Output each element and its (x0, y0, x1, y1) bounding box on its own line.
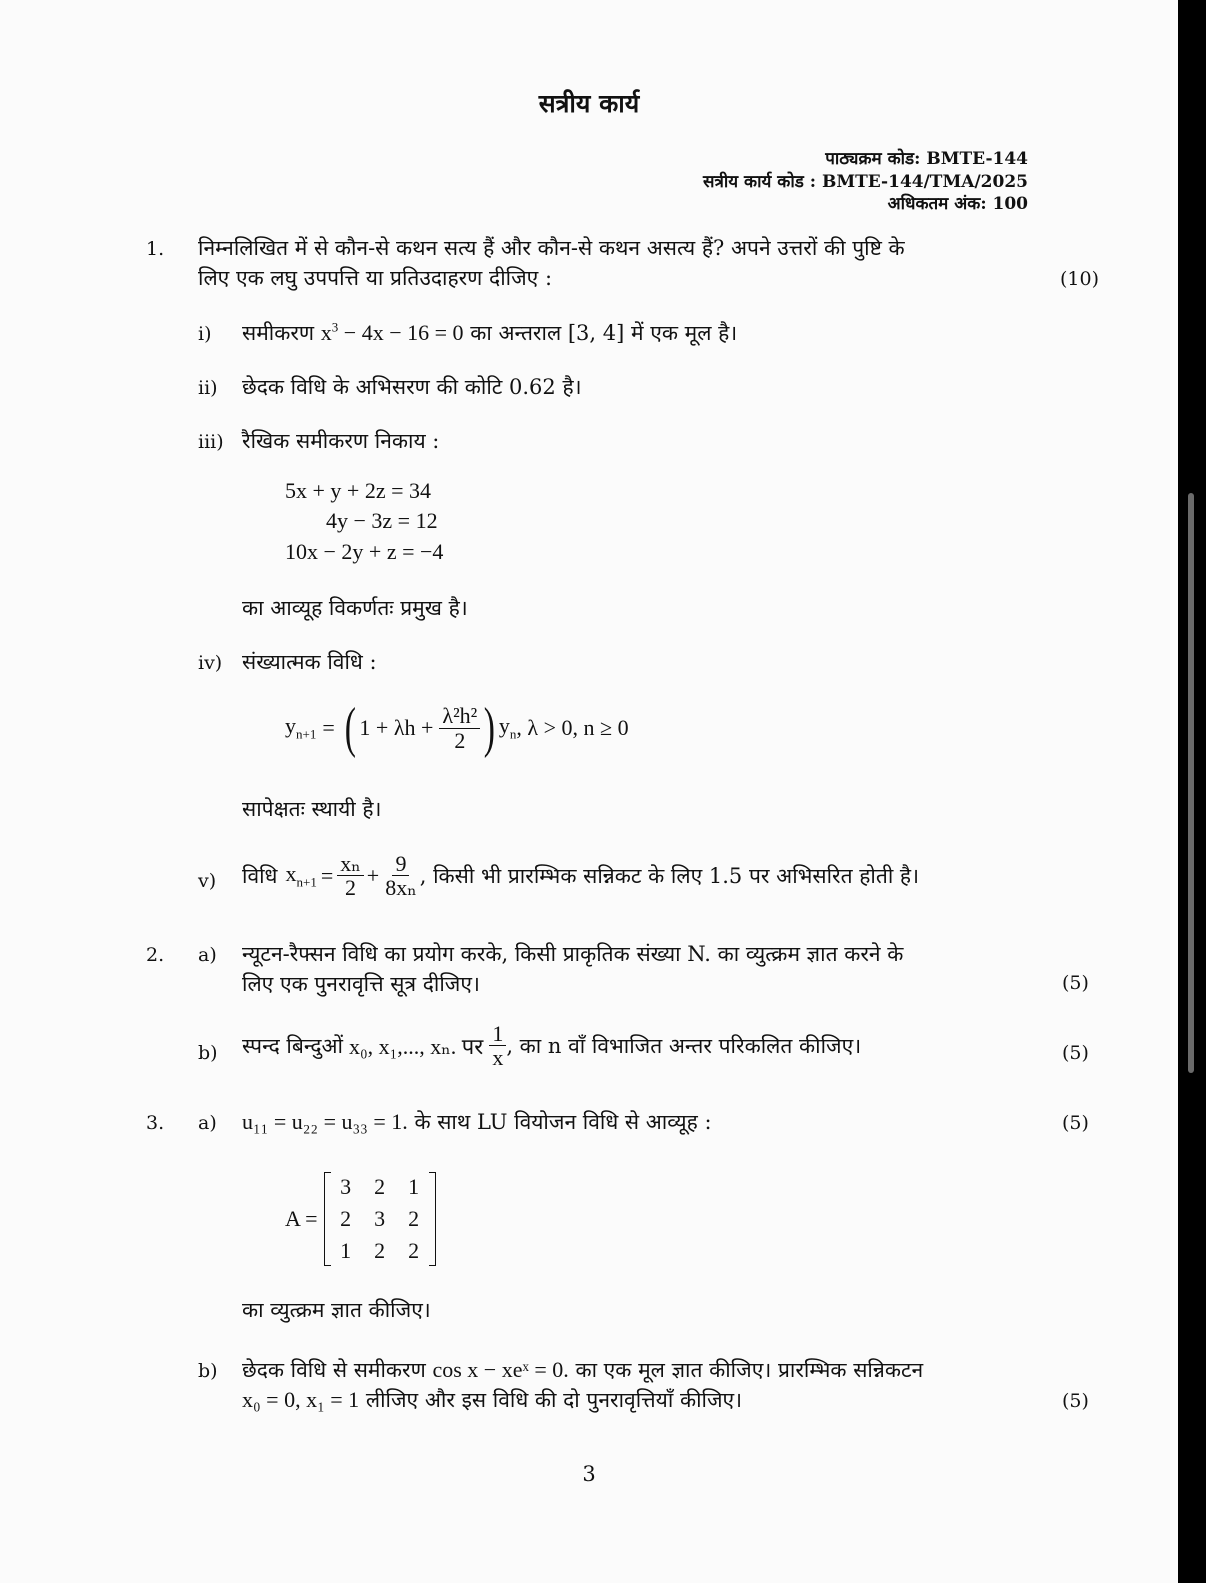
matrix-A (285, 1172, 436, 1266)
part-i-statement (242, 319, 737, 347)
matrix-cell: 2 (374, 1238, 386, 1263)
course-code: पाठ्यक्रम कोड: BMTE-144 (825, 149, 1028, 169)
question-2b-label: b) (198, 1042, 218, 1064)
page-number: 3 (582, 1462, 596, 1486)
question-2b-marks: (5) (1062, 1042, 1089, 1064)
part-v-statement: विधि $x_{n+1}$ = $\frac{\text{xₙ}}{2}$ + $\frac{9}{\text{8xₙ}}$ , किसी भी प्रारम्भिक सन्निकट के लिए 1.5 पर अभिसरित होती है। (242, 851, 920, 901)
scrollbar[interactable] (1188, 493, 1194, 1073)
part-v-label: v) (198, 870, 217, 892)
part-i-equation: $x^3 - 4x - 16 = 0$ (320, 319, 464, 345)
fraction-9-over-8xn: $\frac{9}{\text{8xₙ}}$ (385, 851, 417, 901)
assignment-code: सत्रीय कार्य कोड : BMTE-144/TMA/2025 (702, 172, 1028, 192)
part-i-label: i) (198, 323, 212, 345)
system-equation-1: 5x + y + 2z = 34 (285, 478, 431, 503)
fraction-xn-over-2: $\frac{\text{xₙ}}{2}$ (337, 852, 364, 899)
part-i-post: का अन्तराल [3, 4] में एक मूल है। (470, 321, 738, 345)
question-2a-label: a) (198, 944, 217, 966)
part-i-pre: समीकरण (242, 321, 315, 345)
cos-equation: cos x − xeˣ = 0. (432, 1357, 569, 1382)
question-3a-label: a) (198, 1112, 217, 1134)
part-iv-statement: संख्यात्मक विधि : (242, 650, 377, 674)
question-2a-line-1: न्यूटन-रैफ्सन विधि का प्रयोग करके, किसी प्राकृतिक संख्या N. का व्युत्क्रम ज्ञात करने के (242, 942, 904, 966)
matrix-label: A = (285, 1206, 318, 1231)
matrix-cell: 3 (374, 1206, 386, 1231)
matrix-cell: 2 (408, 1238, 420, 1263)
fraction-1-over-x: $\frac{1}{x}$ (489, 1022, 506, 1069)
part-iii-label: iii) (198, 431, 224, 453)
matrix-cell: 1 (408, 1174, 420, 1199)
formula-lhs: $y_{n+1}$ (285, 713, 317, 742)
matrix-cell: 3 (340, 1174, 352, 1199)
matrix-cell: 2 (408, 1206, 420, 1231)
question-2a-line-2: लिए एक पुनरावृत्ति सूत्र दीजिए। (242, 972, 480, 996)
page-title: सत्रीय कार्य (538, 89, 640, 118)
system-equation-2: 4y − 3z = 12 (326, 508, 438, 533)
question-3b-line-2: x₀ = 0, x₁ = 1 लीजिए और इस विधि की दो पुनरावृत्तियाँ कीजिए। (242, 1387, 743, 1412)
max-marks: अधिकतम अंक: 100 (887, 194, 1028, 214)
question-1-line-1: निम्नलिखित में से कौन-से कथन सत्य हैं और कौन-से कथन असत्य हैं? अपने उत्तरों की पुष्टि के (198, 236, 905, 260)
initial-approximations: x₀ = 0, x₁ = 1 (242, 1387, 360, 1412)
question-3b-line-1: छेदक विधि से समीकरण cos x − xeˣ = 0. का एक मूल ज्ञात कीजिए। प्रारम्भिक सन्निकटन (242, 1357, 924, 1382)
question-1-number: 1. (146, 238, 165, 260)
question-3b-label: b) (198, 1360, 218, 1382)
numerical-method-formula: $y_{n+1}$ = ( 1 + λh + $\frac{\text{λ²h²}}{2}$ ) $y_n$ , λ > 0, n ≥ 0 (285, 697, 629, 759)
matrix-cell: 2 (340, 1206, 352, 1231)
question-3a-conclusion: का व्युत्क्रम ज्ञात कीजिए। (242, 1298, 431, 1322)
matrix-cell: 1 (340, 1238, 352, 1263)
matrix-grid (324, 1172, 436, 1266)
question-1-marks: (10) (1060, 268, 1100, 290)
question-3-number: 3. (146, 1112, 165, 1134)
part-ii-label: ii) (198, 377, 218, 399)
system-equation-3: 10x − 2y + z = −4 (285, 539, 444, 564)
part-ii-statement: छेदक विधि के अभिसरण की कोटि 0.62 है। (242, 375, 582, 399)
question-2b-statement: स्पन्द बिन्दुओं x₀, x₁,..., xₙ. पर $\frac{1}{x}$ , का n वाँ विभाजित अन्तर परिकलित कीजिए। (242, 1021, 862, 1071)
part-iii-statement: रैखिक समीकरण निकाय : (242, 429, 440, 453)
question-3a-marks: (5) (1062, 1112, 1089, 1134)
question-2-number: 2. (146, 944, 165, 966)
question-2a-marks: (5) (1062, 972, 1089, 994)
part-iii-conclusion: का आव्यूह विकर्णतः प्रमुख है। (242, 596, 468, 620)
question-1-line-2: लिए एक लघु उपपत्ति या प्रतिउदाहरण दीजिए : (198, 266, 553, 290)
part-iv-conclusion: सापेक्षतः स्थायी है। (242, 797, 382, 821)
question-3b-marks: (5) (1062, 1390, 1089, 1412)
matrix-cell: 2 (374, 1174, 386, 1199)
lambda-fraction: $\frac{\text{λ²h²}}{2}$ (439, 704, 480, 751)
question-3a-statement: u₁₁ = u₂₂ = u₃₃ = 1. के साथ LU वियोजन विधि से आव्यूह : (242, 1109, 712, 1134)
part-iv-label: iv) (198, 652, 223, 674)
u-diagonal-equation: u₁₁ = u₂₂ = u₃₃ = 1. (242, 1109, 408, 1134)
